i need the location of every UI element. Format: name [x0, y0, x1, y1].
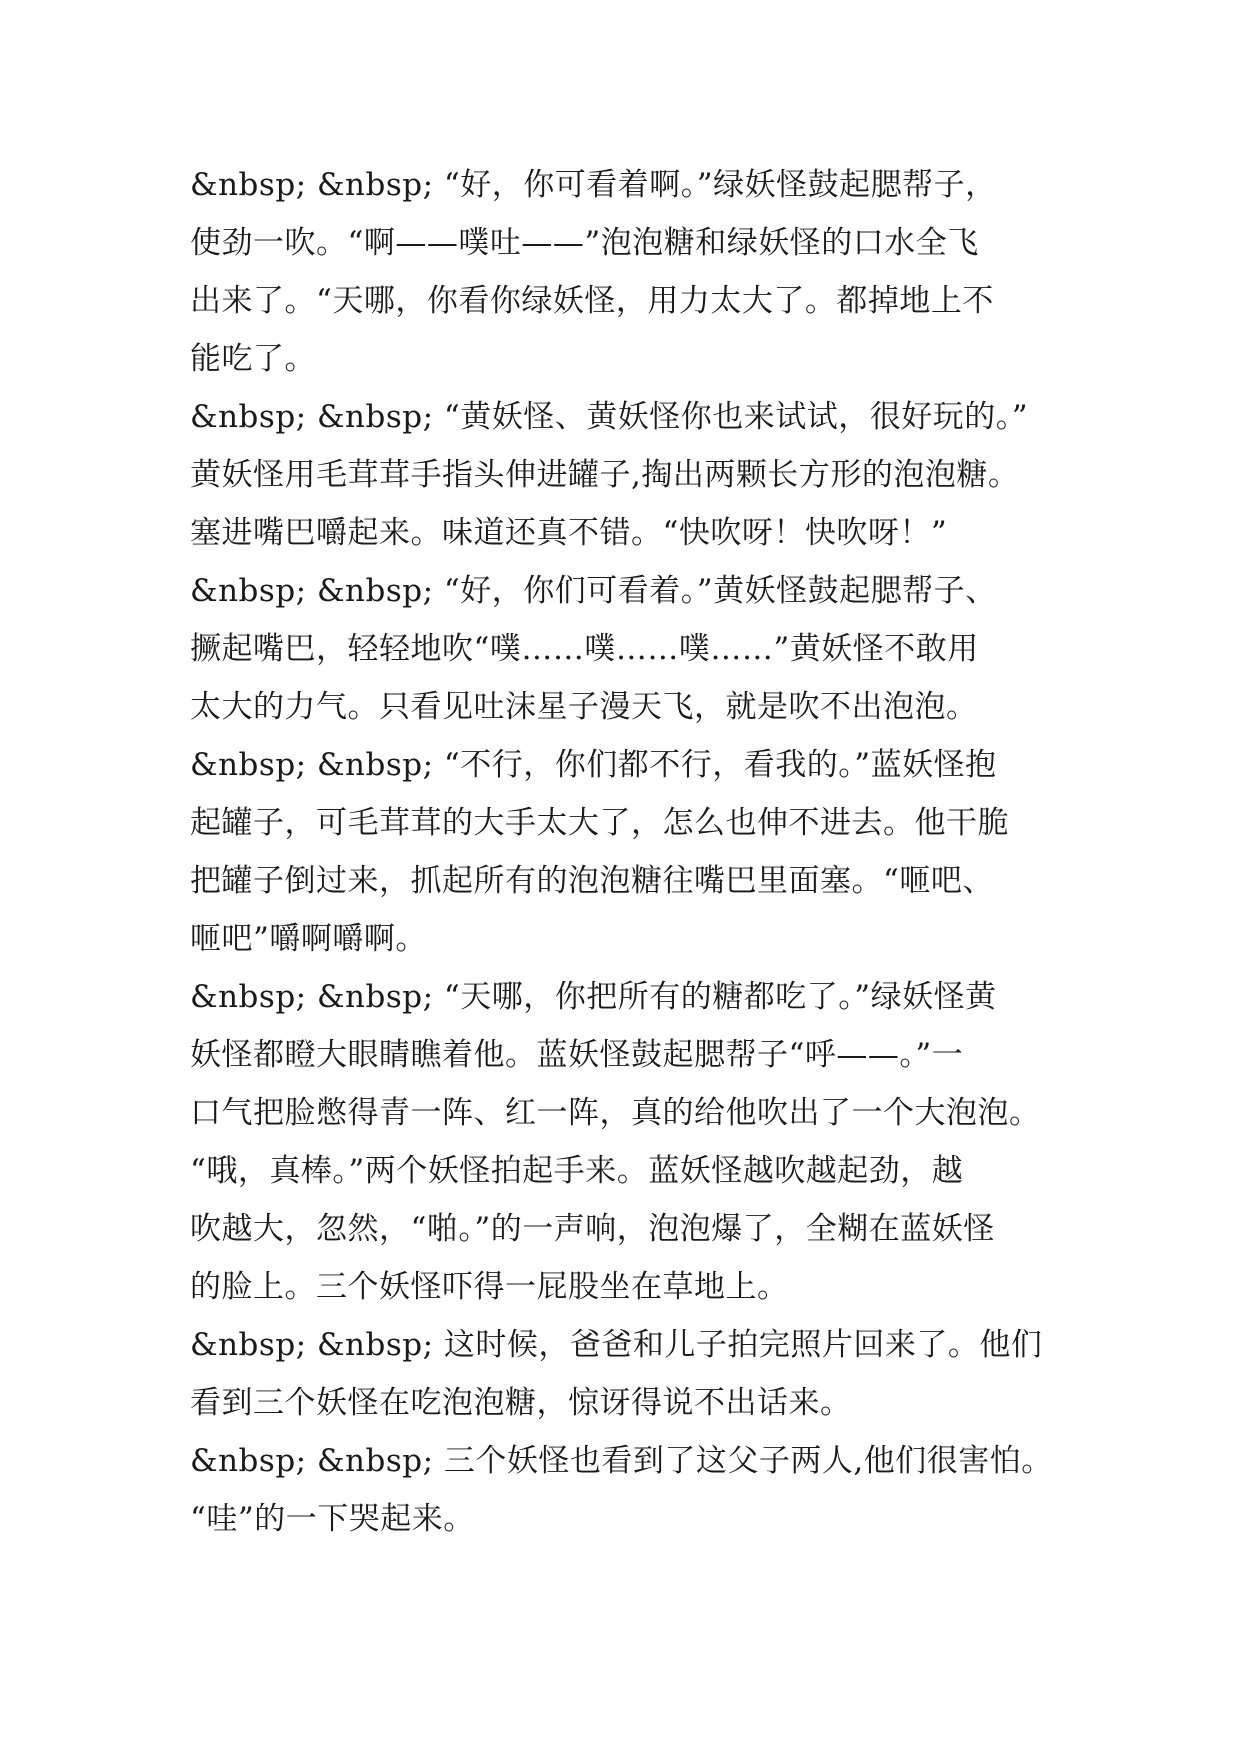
text-line-13: 把罐子倒过来，抓起所有的泡泡糖往嘴巴里面塞。“咂吧、	[190, 863, 994, 899]
text-line-5: &nbsp; &nbsp; “黄妖怪、黄妖怪你也来试试，很好玩的。”	[190, 399, 1029, 435]
text-line-24: “哇”的一下哭起来。	[190, 1501, 475, 1537]
text-line-7: 塞进嘴巴嚼起来。味道还真不错。“快吹呀！快吹呀！”	[190, 515, 948, 551]
text-line-6: 黄妖怪用毛茸茸手指头伸进罐子,掏出两颗长方形的泡泡糖。	[190, 457, 1020, 493]
story-text	[190, 156, 1060, 1548]
text-line-2: 使劲一吹。“啊——噗吐——”泡泡糖和绿妖怪的口水全飞	[190, 225, 979, 261]
text-line-16: 妖怪都瞪大眼睛瞧着他。蓝妖怪鼓起腮帮子“呼——。”一	[190, 1037, 964, 1073]
text-line-1: &nbsp; &nbsp; “好，你可看着啊。”绿妖怪鼓起腮帮子，	[190, 167, 997, 203]
text-line-21: &nbsp; &nbsp; 这时候，爸爸和儿子拍完照片回来了。他们	[190, 1327, 1043, 1363]
text-line-22: 看到三个妖怪在吃泡泡糖，惊讶得说不出话来。	[190, 1385, 852, 1421]
text-line-3: 出来了。“天哪，你看你绿妖怪，用力太大了。都掉地上不	[190, 283, 994, 319]
text-line-11: &nbsp; &nbsp; “不行，你们都不行，看我的。”蓝妖怪抱	[190, 747, 997, 783]
text-line-4: 能吃了。	[190, 341, 316, 377]
text-line-23: &nbsp; &nbsp; 三个妖怪也看到了这父子两人,他们很害怕。	[190, 1443, 1053, 1479]
text-line-20: 的脸上。三个妖怪吓得一屁股坐在草地上。	[190, 1269, 789, 1305]
text-line-19: 吹越大，忽然，“啪。”的一声响，泡泡爆了，全糊在蓝妖怪	[190, 1211, 995, 1247]
text-line-17: 口气把脸憋得青一阵、红一阵，真的给他吹出了一个大泡泡。	[190, 1095, 1041, 1131]
text-line-8: &nbsp; &nbsp; “好，你们可看着。”黄妖怪鼓起腮帮子、	[190, 573, 997, 609]
text-line-10: 太大的力气。只看见吐沫星子漫天飞，就是吹不出泡泡。	[190, 689, 978, 725]
text-line-18: “哦，真棒。”两个妖怪拍起手来。蓝妖怪越吹越起劲，越	[190, 1153, 964, 1189]
text-line-9: 撅起嘴巴，轻轻地吹“噗……噗……噗……”黄妖怪不敢用	[190, 631, 979, 667]
text-line-14: 咂吧”嚼啊嚼啊。	[190, 921, 427, 957]
text-line-15: &nbsp; &nbsp; “天哪，你把所有的糖都吃了。”绿妖怪黄	[190, 979, 997, 1015]
text-line-12: 起罐子，可毛茸茸的大手太大了，怎么也伸不进去。他干脆	[190, 805, 1009, 841]
